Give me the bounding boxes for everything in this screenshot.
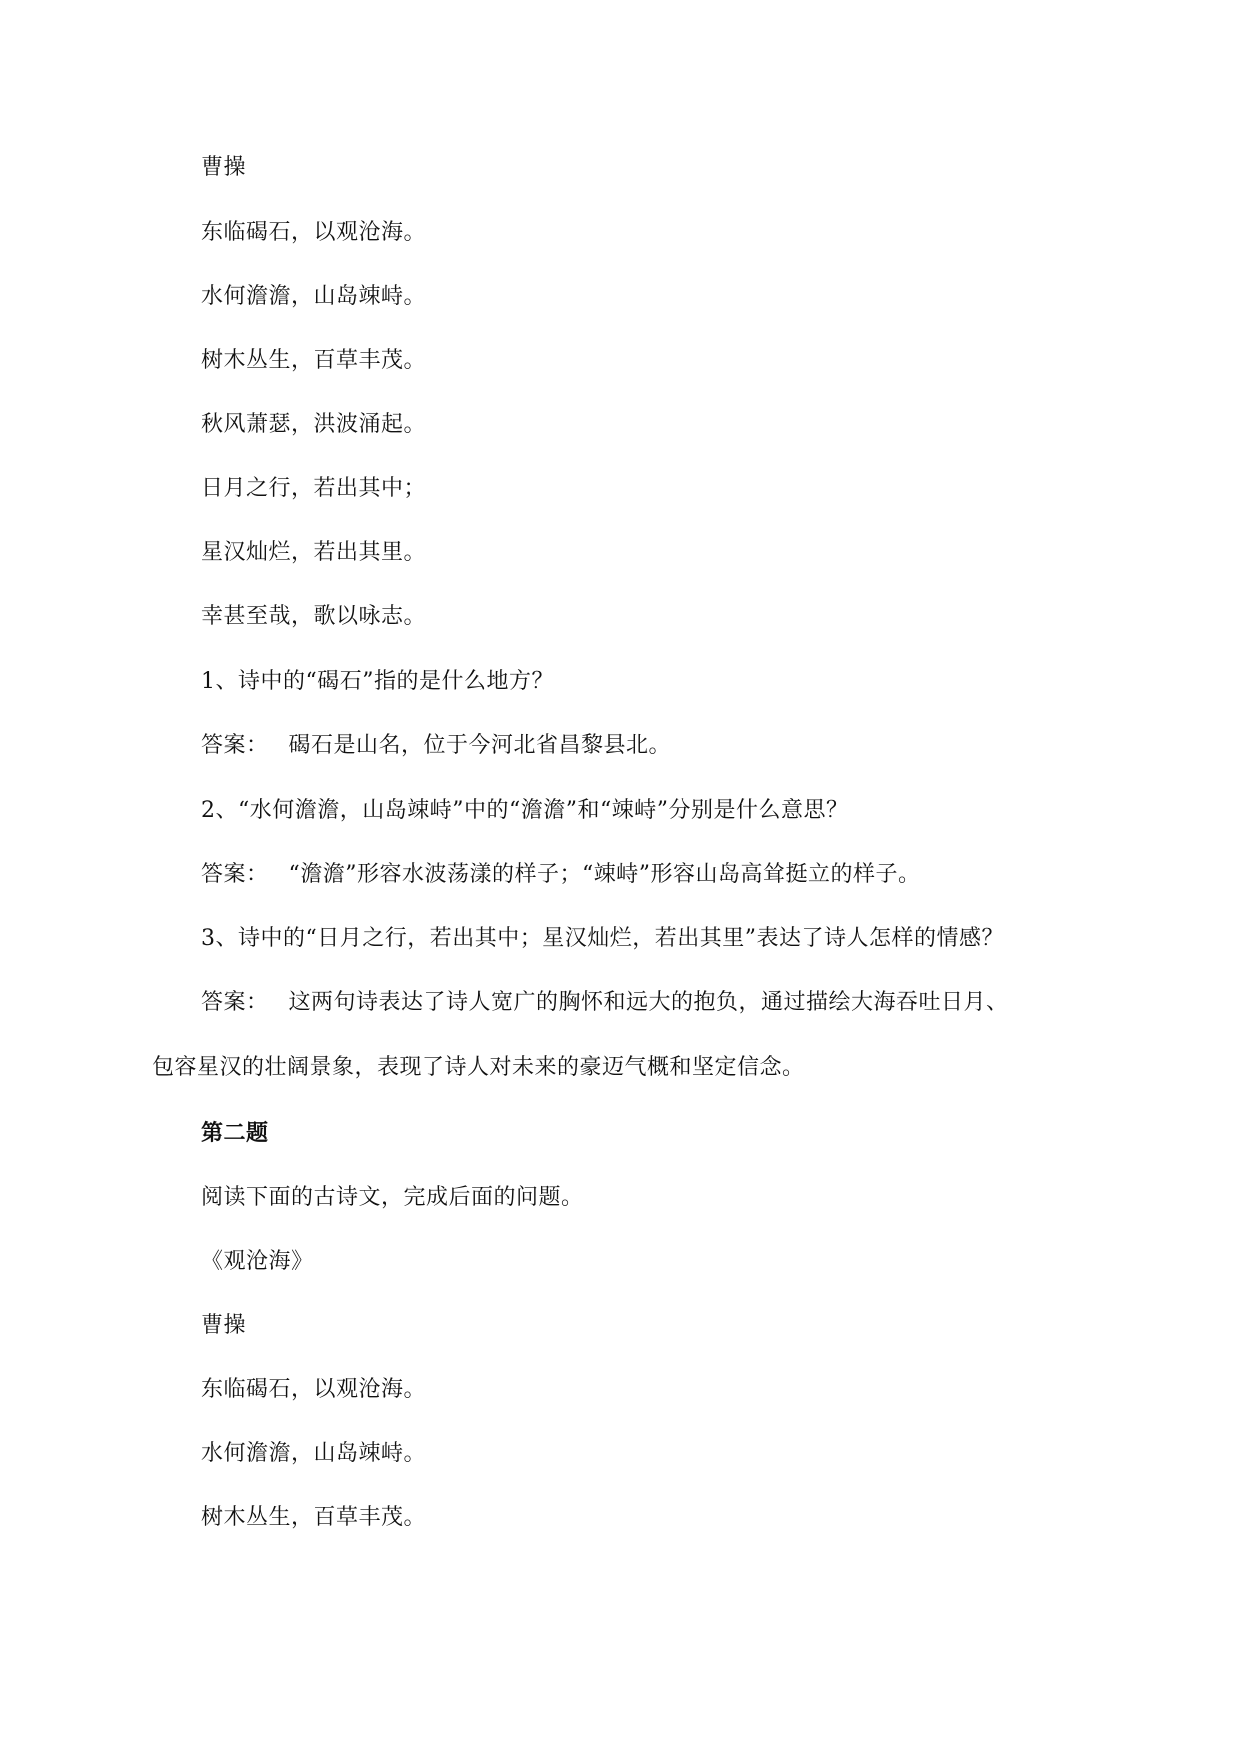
poem-line: 树木丛生，百草丰茂。	[201, 1505, 427, 1530]
answer-label: 答案：	[201, 990, 269, 1015]
answer-1	[201, 731, 671, 761]
poem-author: 曹操	[201, 1313, 247, 1338]
poem-line: 水何澹澹，山岛竦峙。	[201, 1441, 427, 1466]
section-heading: 第二题	[201, 1120, 269, 1146]
poem-line: 星汉灿烂，若出其里。	[201, 540, 427, 565]
poem-line: 幸甚至哉，歌以咏志。	[201, 604, 427, 629]
poem-line: 秋风萧瑟，洪波涌起。	[201, 412, 427, 437]
poem-line: 东临碣石，以观沧海。	[201, 220, 427, 245]
poem-title: 《观沧海》	[201, 1249, 314, 1274]
poem-author: 曹操	[201, 155, 247, 180]
poem-line: 日月之行，若出其中；	[201, 476, 427, 501]
answer-text: 这两句诗表达了诗人宽广的胸怀和远大的抱负，通过描绘大海吞吐日月、	[288, 990, 1009, 1015]
poem-line: 东临碣石，以观沧海。	[201, 1377, 427, 1402]
answer-text: “澹澹”形容水波荡漾的样子；“竦峙”形容山岛高耸挺立的样子。	[288, 862, 921, 887]
answer-3-continued: 包容星汉的壮阔景象，表现了诗人对未来的豪迈气概和坚定信念。	[152, 1055, 805, 1080]
question-2: 2、“水何澹澹，山岛竦峙”中的“澹澹”和“竦峙”分别是什么意思？	[201, 798, 849, 823]
answer-text: 碣石是山名，位于今河北省昌黎县北。	[288, 733, 672, 758]
question-3: 3、诗中的“日月之行，若出其中；星汉灿烂，若出其里”表达了诗人怎样的情感？	[201, 926, 1004, 951]
question-1: 1、诗中的“碣石”指的是什么地方？	[201, 669, 554, 694]
answer-3	[201, 988, 1009, 1018]
poem-line: 水何澹澹，山岛竦峙。	[201, 284, 427, 309]
section-instruction: 阅读下面的古诗文，完成后面的问题。	[201, 1185, 584, 1210]
answer-2	[201, 860, 921, 890]
answer-label: 答案：	[201, 862, 269, 887]
answer-label: 答案：	[201, 733, 269, 758]
poem-line: 树木丛生，百草丰茂。	[201, 348, 427, 373]
